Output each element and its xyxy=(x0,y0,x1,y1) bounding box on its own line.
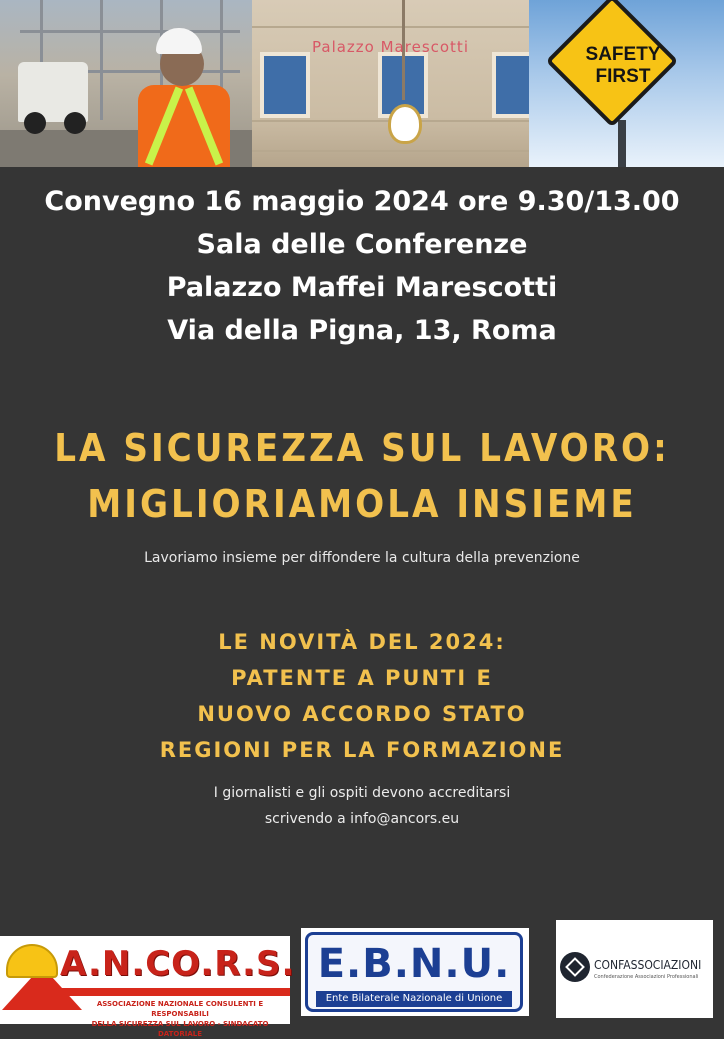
novita-line: PATENTE A PUNTI E xyxy=(231,666,493,690)
confassociazioni-subtitle: Confederazione Associazioni Professionali xyxy=(594,974,699,980)
ebnu-subtitle: Ente Bilaterale Nazionale di Unione xyxy=(316,991,512,1007)
event-info-block xyxy=(0,180,724,352)
confassociazioni-name: CONFASSOCIAZIONI xyxy=(594,958,702,972)
novita-block xyxy=(0,624,724,768)
safety-sign-line: FIRST xyxy=(595,66,651,87)
ancors-red-bar xyxy=(58,988,290,996)
papal-crest-icon xyxy=(388,104,422,144)
event-venue: Palazzo Maffei Marescotti xyxy=(166,272,558,303)
ancors-subtitle-line: DELLA SICUREZZA SUL LAVORO - SINDACATO DATORIALE xyxy=(91,1020,269,1038)
accreditation-email-line: scrivendo a info@ancors.eu xyxy=(264,811,460,827)
main-headline xyxy=(0,420,724,532)
accreditation-line: I giornalisti e gli ospiti devono accreditarsi xyxy=(213,785,511,801)
truck-wheel xyxy=(24,112,46,134)
ancors-subtitle-line: ASSOCIAZIONE NAZIONALE CONSULENTI E RESPONSABILI xyxy=(96,1000,264,1018)
ancors-title: A.N.CO.R.S. xyxy=(60,944,296,984)
confassociazioni-logo xyxy=(556,920,713,1018)
headline-line: LA SICUREZZA SUL LAVORO: xyxy=(54,426,670,470)
safety-first-sign-photo xyxy=(529,0,724,167)
ebnu-frame xyxy=(305,932,523,1012)
ebnu-logo xyxy=(301,928,529,1016)
confassociazioni-emblem-icon xyxy=(560,952,590,982)
tagline: Lavoriamo insieme per diffondere la cultura della prevenzione xyxy=(144,550,580,566)
safety-first-text xyxy=(568,44,678,88)
truck-wheel xyxy=(64,112,86,134)
scaffold-beam xyxy=(20,30,240,33)
headline-line: MIGLIORIAMOLA INSIEME xyxy=(87,482,637,526)
construction-site-photo xyxy=(0,0,252,167)
safety-sign-line: SAFETY xyxy=(585,44,661,65)
scaffold-pole xyxy=(100,0,103,120)
ancors-subtitle xyxy=(70,999,290,1039)
ebnu-title: E.B.N.U. xyxy=(317,941,511,987)
event-address: Via della Pigna, 13, Roma xyxy=(167,315,557,346)
event-room: Sala delle Conferenze xyxy=(196,229,528,260)
accreditation-note xyxy=(0,780,724,832)
event-date-time: Convegno 16 maggio 2024 ore 9.30/13.00 xyxy=(44,186,680,217)
ancors-logo xyxy=(0,936,296,1038)
novita-line: REGIONI PER LA FORMAZIONE xyxy=(159,738,565,762)
stone-cornice xyxy=(252,150,529,152)
sign-post xyxy=(618,120,626,167)
stone-cornice xyxy=(252,26,529,28)
novita-line: LE NOVITÀ DEL 2024: xyxy=(218,630,506,654)
hard-hat-icon xyxy=(6,944,58,978)
palazzo-window xyxy=(260,52,310,118)
header-photo-strip xyxy=(0,0,724,167)
novita-line: NUOVO ACCORDO STATO xyxy=(197,702,527,726)
palazzo-facade-photo xyxy=(252,0,529,167)
palazzo-sign-text: Palazzo Marescotti xyxy=(312,38,469,56)
